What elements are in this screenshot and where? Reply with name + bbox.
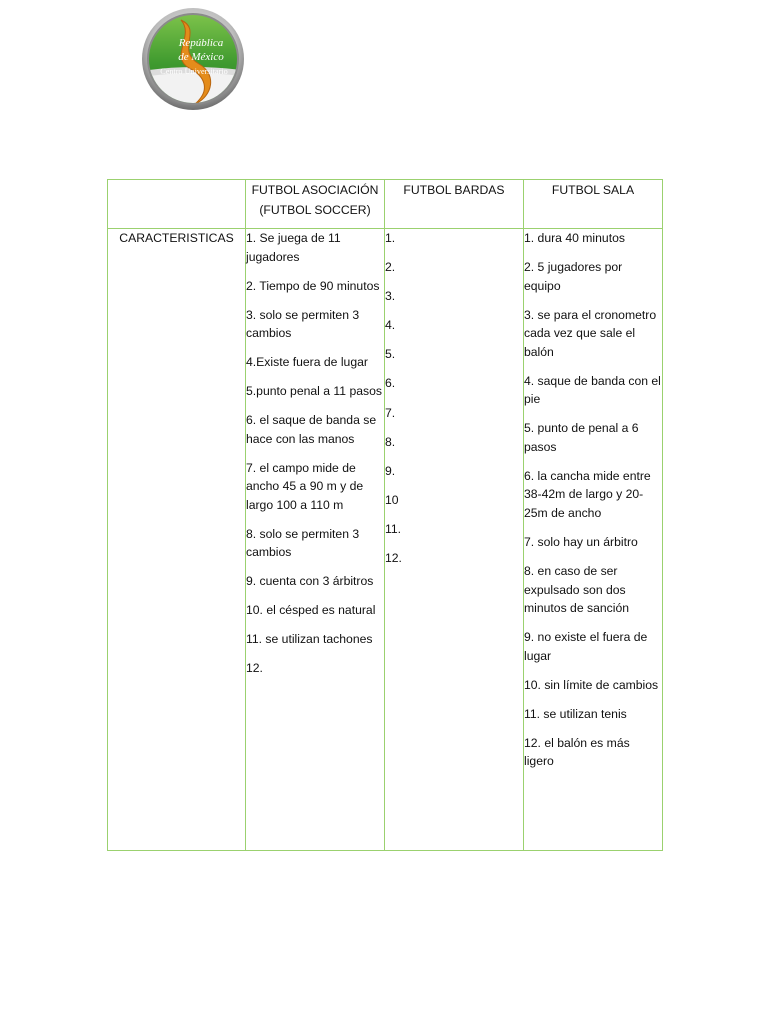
list-item: 3. se para el cronometro cada vez que sale el balón: [524, 307, 657, 359]
list-item: 7.: [385, 405, 396, 420]
header-futbol-bardas: [385, 180, 524, 229]
table-header-row: [108, 180, 663, 229]
list-item: 2. Tiempo de 90 minutos: [246, 278, 380, 293]
list-item: 12.: [246, 661, 263, 676]
list-item: 10: [385, 492, 399, 507]
list-item: 3.: [385, 289, 396, 304]
list-item: 8. en caso de ser expulsado son dos minutos de sanción: [524, 564, 630, 616]
list-item: 6. el saque de banda se hace con las manos: [246, 413, 377, 446]
list-item: 9. cuenta con 3 árbitros: [246, 574, 374, 589]
header-futbol-asociacion-label: FUTBOL ASOCIACIÓN (FUTBOL SOCCER): [251, 183, 379, 217]
header-futbol-sala-label: FUTBOL SALA: [551, 183, 635, 197]
list-item: 5. punto de penal a 6 pasos: [524, 421, 639, 454]
list-item: 1.: [385, 231, 396, 245]
list-item: 8. solo se permiten 3 cambios: [246, 526, 360, 560]
comparison-table: [107, 179, 663, 851]
list-item: 1. Se juega de 11 jugadores: [246, 231, 341, 264]
list-item: 2. 5 jugadores por equipo: [524, 259, 623, 293]
list-item: 4.: [385, 318, 396, 333]
list-item: 2.: [385, 260, 396, 275]
university-logo: [141, 6, 245, 112]
logo-text-line2: de México: [178, 51, 224, 63]
list-item: 4.Existe fuera de lugar: [246, 355, 368, 370]
asociacion-cell: [246, 229, 385, 851]
university-seal-icon: [141, 6, 245, 112]
list-item: 12.: [385, 551, 402, 566]
table-row: [108, 229, 663, 851]
list-item: 12. el balón es más ligero: [524, 735, 630, 769]
header-empty-cell: [108, 180, 246, 229]
sala-cell: [524, 229, 663, 851]
list-item: 6.: [385, 376, 396, 391]
list-item: 7. el campo mide de ancho 45 a 90 m y de largo 100 a 110 m: [246, 460, 364, 512]
list-item: 5.: [385, 347, 396, 362]
list-item: 5.punto penal a 11 pasos: [246, 384, 382, 399]
list-item: 11. se utilizan tenis: [524, 706, 627, 721]
list-item: 9. no existe el fuera de lugar: [524, 630, 648, 663]
list-item: 11.: [385, 521, 402, 536]
asociacion-list: [246, 229, 384, 678]
list-item: 10. sin límite de cambios: [524, 677, 659, 692]
list-item: 6. la cancha mide entre 38-42m de largo y 20-25m de ancho: [524, 468, 651, 521]
list-item: 1. dura 40 minutos: [524, 231, 625, 245]
list-item: 4. saque de banda con el pie: [524, 373, 661, 407]
sala-list: [524, 229, 662, 771]
logo-text-line3: Centro Universitario: [160, 67, 228, 76]
row-label-caracteristicas: CARACTERISTICAS: [108, 229, 246, 851]
bardas-list: [385, 229, 523, 568]
list-item: 7. solo hay un árbitro: [524, 535, 638, 550]
logo-text-line1: República: [178, 37, 224, 49]
header-futbol-bardas-label: FUTBOL BARDAS: [403, 183, 505, 197]
header-futbol-asociacion: [246, 180, 385, 229]
list-item: 10. el césped es natural: [246, 603, 376, 618]
list-item: 9.: [385, 463, 396, 478]
header-futbol-sala: [524, 180, 663, 229]
list-item: 8.: [385, 434, 396, 449]
list-item: 3. solo se permiten 3 cambios: [246, 307, 360, 341]
bardas-cell: [385, 229, 524, 851]
list-item: 11. se utilizan tachones: [246, 632, 373, 647]
